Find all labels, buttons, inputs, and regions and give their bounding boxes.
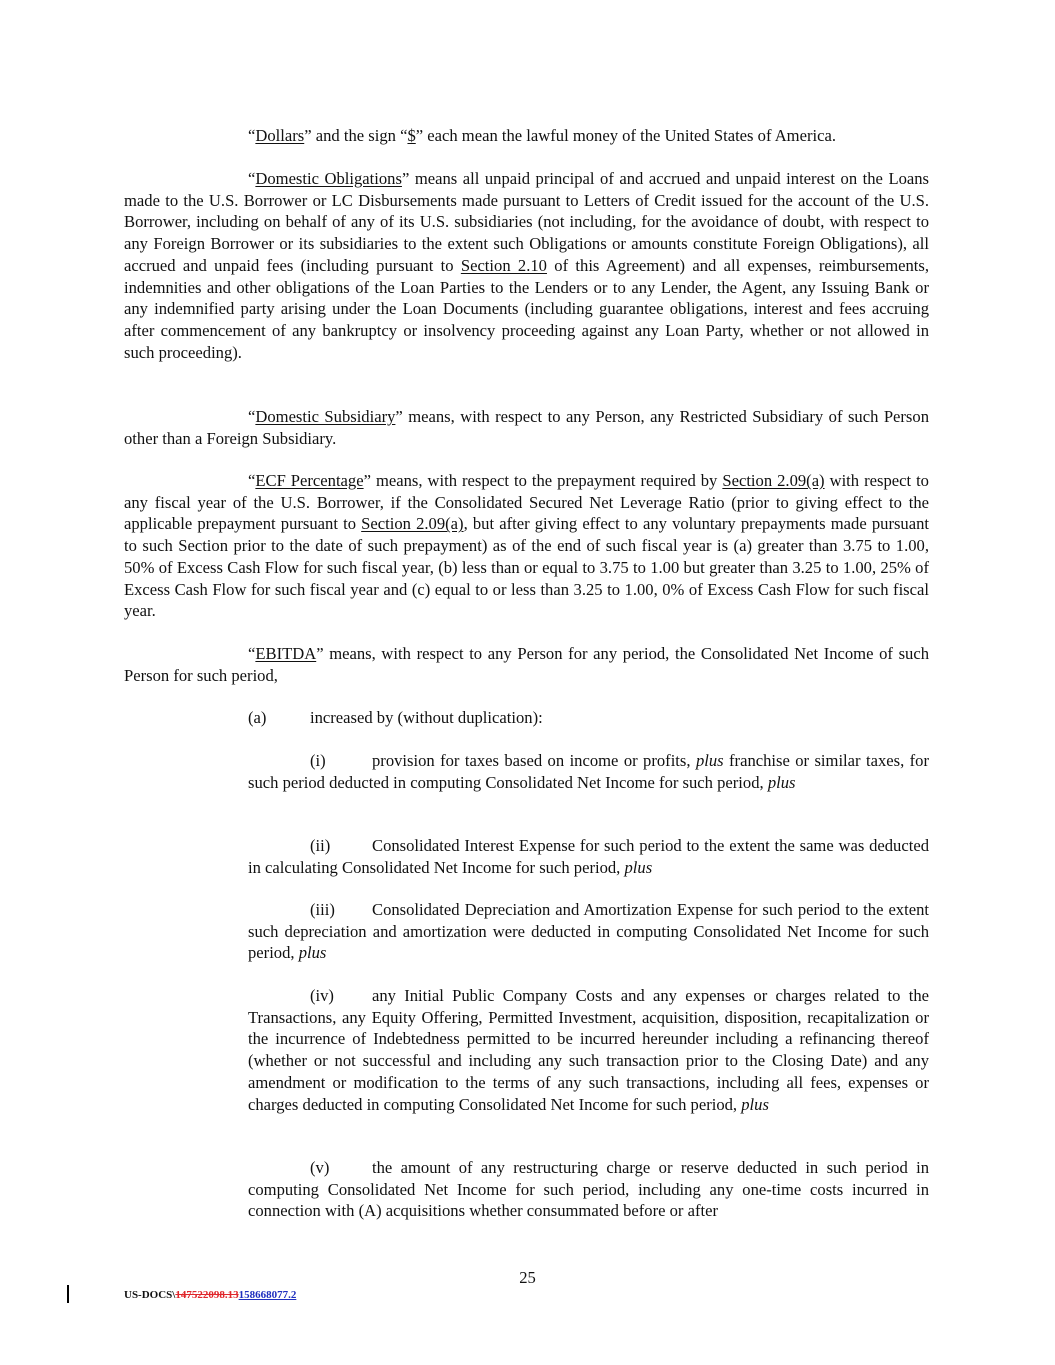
definition-ebitda: “EBITDA” means, with respect to any Person for any period, the Consolidated Net Income of such Person for such period,: [124, 644, 929, 685]
item-label: (v): [310, 1158, 330, 1177]
definition-domestic-obligations: “Domestic Obligations” means all unpaid principal of and accrued and unpaid interest on the Loans made to the U.S. Borrower or LC Disbursements made pursuant to Letters of Credit issued for the account of the U.S. Borrower, including on behalf of any of its U.S. subsidiaries (not including, for the avoidance of doubt, with respect to any Foreign Borrower or its subsidiaries to the extent such Obligations or amounts constitute Foreign Obligations), all accrued and unpaid fees (including pursuant to Section 2.10 of this Agreement) and all expenses, reimbursements, indemnities and other obligations of the Loan Parties to the Lenders or to any Lender, the Agent, any Issuing Bank or any indemnified party arising under the Loan Documents (including guarantee obligations, interest and fees accruing after commencement of any bankruptcy or insolvency proceeding against any Loan Party, whether or not allowed in such proceeding).: [124, 169, 929, 362]
document-id-footer: US-DOCS\147522098.13158668077.2: [124, 1289, 297, 1301]
definition-domestic-subsidiary: “Domestic Subsidiary” means, with respect to any Person, any Restricted Subsidiary of such Person other than a Foreign Subsidiary.: [124, 407, 929, 448]
item-label: (iv): [310, 986, 334, 1005]
defined-term-ebitda: EBITDA: [255, 644, 317, 663]
item-ii: (ii) Consolidated Interest Expense for such period to the extent the same was deducted in calculating Consolidated Net Income for such period, plus: [248, 836, 929, 877]
section-reference: Section 2.10: [460, 255, 547, 275]
item-v: (v) the amount of any restructuring charge or reserve deducted in such period in computing Consolidated Net Income for such period, including any one-time costs incurred in connection with (A) acquisitions whether consummated before or after: [248, 1158, 929, 1221]
dollar-sign-term: $: [407, 126, 416, 145]
item-iii: (iii) Consolidated Depreciation and Amortization Expense for such period to the extent such depreciation and amortization were deducted in computing Consolidated Net Income for such period, plus: [248, 900, 929, 963]
item-label: (i): [310, 751, 326, 770]
inserted-doc-id: 158668077.2: [238, 1289, 297, 1301]
definition-dollars: “Dollars” and the sign “$” each mean the lawful money of the United States of America.: [248, 126, 836, 145]
clause-label: (a): [248, 708, 267, 727]
page-number: 25: [519, 1268, 536, 1287]
clause-a: (a) increased by (without duplication):: [248, 708, 543, 727]
definition-ecf-percentage: “ECF Percentage” means, with respect to the prepayment required by Section 2.09(a) with respect to any fiscal year of the U.S. Borrower, if the Consolidated Secured Net Leverage Ratio (prior to giving effect to the applicable prepayment pursuant to Section 2.09(a), but after giving effect to any voluntary prepayments made pursuant to such Section prior to the date of such prepayment) as of the end of such fiscal year is (a) greater than 3.75 to 1.00, 50% of Excess Cash Flow for such fiscal year, (b) less than or equal to 3.75 to 1.00 but greater than 3.25 to 1.00, 25% of Excess Cash Flow for such fiscal year and (c) equal to or less than 3.25 to 1.00, 0% of Excess Cash Flow for such fiscal year.: [124, 471, 930, 621]
defined-term-dollars: Dollars: [255, 126, 305, 145]
change-bar: [67, 1285, 69, 1303]
section-reference: Section 2.09(a): [722, 471, 825, 490]
item-iv: (iv) any Initial Public Company Costs and any expenses or charges related to the Transactions, any Equity Offering, Permitted Investment, acquisition, disposition, recapitalization or the incurrence of Indebtedness permitted to be incurred hereunder including a refinancing thereof (whether or not successful and including any such transaction prior to the Closing Date) and any amendment or modification to the terms of any such transactions, including all fees, expenses or charges deducted in computing Consolidated Net Income for such period, plus: [248, 986, 929, 1114]
defined-term-domestic-subsidiary: Domestic Subsidiary: [255, 407, 396, 426]
item-label: (iii): [310, 900, 335, 919]
defined-term-domestic-obligations: Domestic Obligations: [255, 169, 402, 188]
item-label: (ii): [310, 836, 331, 855]
section-reference: Section 2.09(a): [361, 514, 464, 534]
defined-term-ecf-percentage: ECF Percentage: [255, 471, 364, 490]
deleted-doc-id: 147522098.13: [175, 1289, 239, 1301]
item-i: (i) provision for taxes based on income or profits, plus franchise or similar taxes, for such period deducted in computing Consolidated Net Income for such period, plus: [248, 751, 929, 792]
